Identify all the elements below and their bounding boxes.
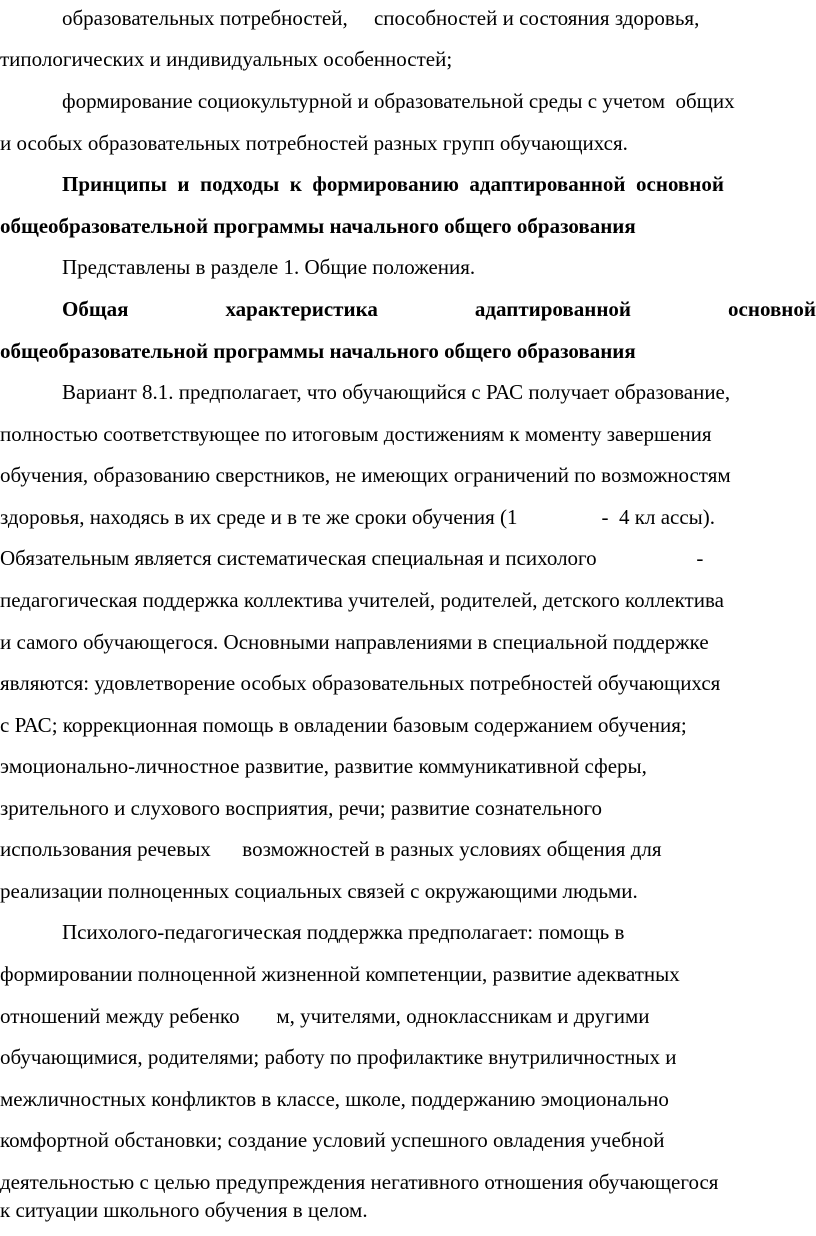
text-line: Представлены в разделе 1. Общие положения.	[62, 255, 476, 279]
section-heading-line: общеобразовательной программы начального общего образования	[0, 339, 636, 363]
heading-word: основной	[728, 297, 816, 321]
text-line: и самого обучающегося. Основными направлениями в специальной поддержке	[0, 630, 709, 654]
text-line: педагогическая поддержка коллектива учителей, родителей, детского коллектива	[0, 588, 724, 612]
text-line: Психолого-педагогическая поддержка предполагает: помощь в	[62, 920, 625, 944]
text-line: обучения, образованию сверстников, не имеющих ограничений по возможностям	[0, 463, 731, 487]
text-line: и особых образовательных потребностей разных групп обучающихся.	[0, 131, 628, 155]
section-heading-line: Принципы и подходы к формированию адаптированной основной	[62, 172, 724, 196]
text-line: использования речевых возможностей в разных условиях общения для	[0, 837, 662, 861]
section-heading-line	[0, 291, 816, 327]
text-line: эмоционально-личностное развитие, развитие коммуникативной сферы,	[0, 754, 647, 778]
text-line: формировании полноценной жизненной компетенции, развитие адекватных	[0, 962, 680, 986]
heading-word: адаптированной	[474, 297, 632, 321]
text-line: межличностных конфликтов в классе, школе, поддержанию эмоционально	[0, 1087, 669, 1111]
text-line: обучающимися, родителями; работу по профилактике внутриличностных и	[0, 1045, 677, 1069]
heading-word: характеристика	[225, 297, 378, 321]
text-line: деятельностью с целью предупреждения негативного отношения обучающегося	[0, 1170, 719, 1194]
text-line: Обязательным является систематическая специальная и психолого -	[0, 546, 704, 570]
text-line: типологических и индивидуальных особенностей;	[0, 47, 453, 71]
text-line: с РАС; коррекционная помощь в овладении базовым содержанием обучения;	[0, 713, 687, 737]
text-line: образовательных потребностей, способностей и состояния здоровья,	[62, 6, 700, 30]
text-line: полностью соответствующее по итоговым достижениям к моменту завершения	[0, 422, 712, 446]
heading-word: Общая	[62, 297, 129, 321]
text-line: являются: удовлетворение особых образовательных потребностей обучающихся	[0, 671, 721, 695]
text-line: реализации полноценных социальных связей с окружающими людьми.	[0, 879, 638, 903]
section-heading-line: общеобразовательной программы начального общего образования	[0, 214, 636, 238]
text-line: здоровья, находясь в их среде и в те же сроки обучения (1 - 4 кл ассы).	[0, 505, 716, 529]
text-line: отношений между ребенко м, учителями, одноклассникам и другими	[0, 1004, 650, 1028]
text-line: зрительного и слухового восприятия, речи; развитие сознательного	[0, 796, 603, 820]
text-line: Вариант 8.1. предполагает, что обучающийся с РАС получает образование,	[62, 380, 731, 404]
text-line: формирование социокультурной и образовательной среды с учетом общих	[62, 89, 735, 113]
text-line: к ситуации школьного обучения в целом.	[0, 1198, 368, 1222]
text-line: комфортной обстановки; создание условий успешного овладения учебной	[0, 1128, 665, 1152]
